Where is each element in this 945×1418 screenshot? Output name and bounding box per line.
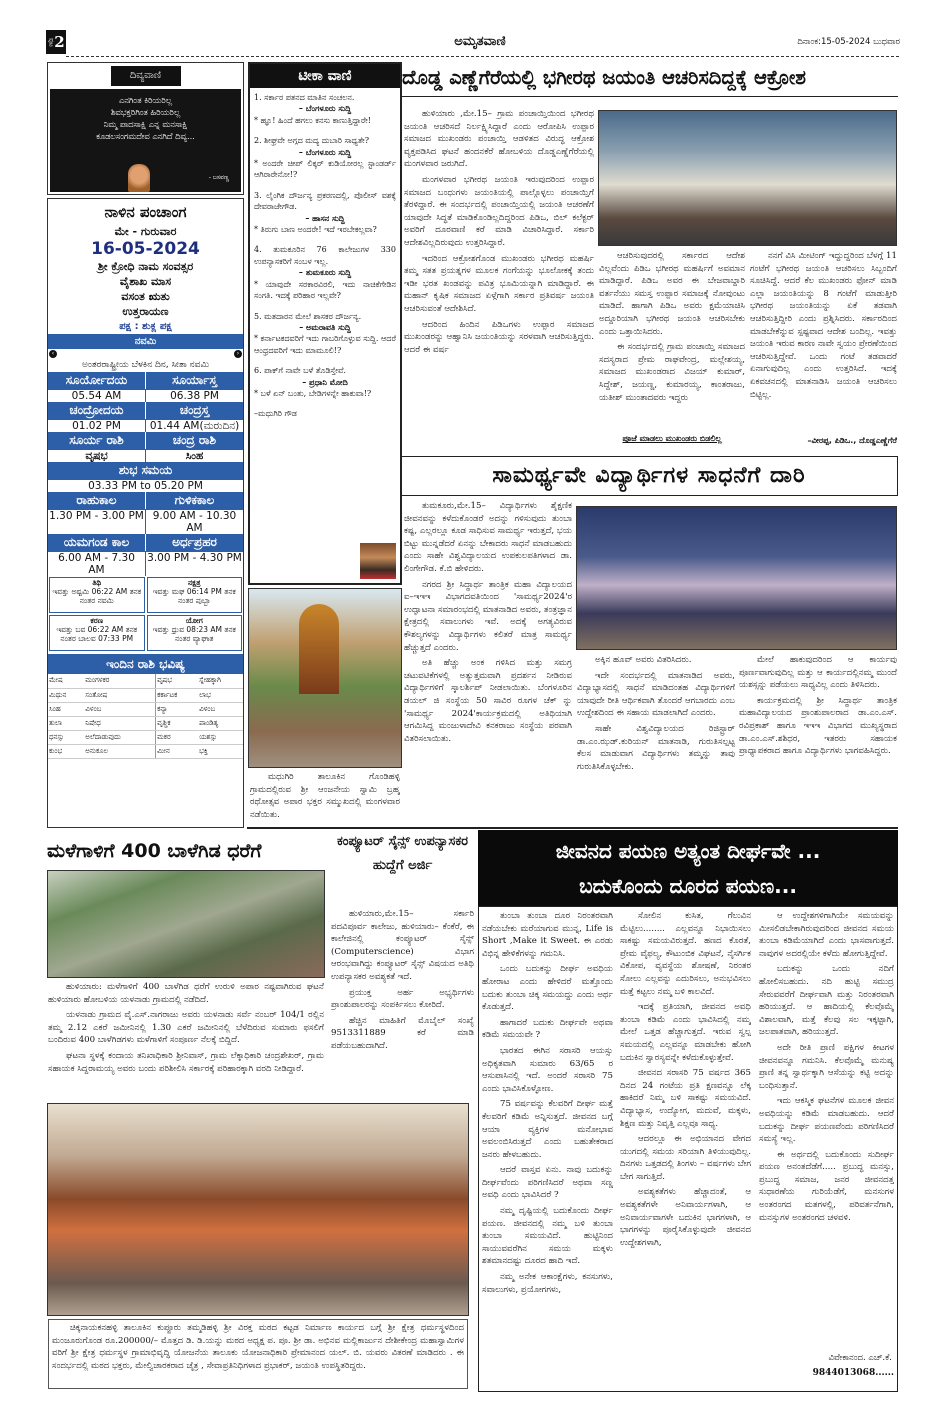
chevron-right-icon[interactable]: › xyxy=(234,350,242,358)
fallen-banana-plants-photo xyxy=(47,870,325,978)
shubha-time: 03.33 PM to 05.20 PM xyxy=(88,480,203,492)
ayana: ಉತ್ತರಾಯಣ xyxy=(122,305,169,318)
yoga-box xyxy=(147,615,243,651)
cell: ಮೀನ xyxy=(156,744,198,758)
cell: ಮಕರ xyxy=(156,730,198,744)
gulika-label: ಗುಳಿಕಕಾಲ xyxy=(145,492,243,509)
paragraph: ಸಾಹೇ ವಿಶ್ವವಿದ್ಯಾಲಯದ ರಿಜಿಸ್ಟ್ರಾರ್ ಡಾ.ಎಂ.ಝಡ್.ಕುರಿಯನ್ ಮಾತನಾಡಿ, ಗುರುತಿಸಲ್ಪಟ್ಟ ಕೆಲಸ ಮಾಡುವಾಗ ವಿದ್ಯಾರ್ಥಿಗಳು ತಮ್ಮನ್ನು ತಾವು ಗುರುತಿಸಿಕೊಳ್ಳಬೇಕು. xyxy=(577,723,735,772)
moonset-time: 01.44 AM(ಮರುದಿನ) xyxy=(145,420,243,432)
tika-author: –ಮಧುಗಿರಿ ಗೌಡ xyxy=(254,409,297,419)
box-value: ಇವತ್ತು ಧ್ರುವ 08:23 AM ತನಕ ನಂತರ ವ್ಯಾಘಾತ xyxy=(152,625,236,643)
cell: ಮಂಗಳಕರ xyxy=(84,674,155,688)
mutt-photo-caption xyxy=(48,1319,468,1389)
chariot-shape xyxy=(299,604,339,694)
article4-body xyxy=(331,908,474,1094)
article5-author: ವಿವೇಕಾನಂದ. ಎಚ್.ಕೆ. xyxy=(828,1353,892,1363)
paragraph: ಇದರಿಂದ ಆಕ್ರೋಶಗೊಂಡ ಮುಖಂಡರು ಭಗೀರಥ ಮಹರ್ಷಿ ತಮ್ಮ ಸತತ ಪ್ರಯತ್ನಗಳ ಮೂಲಕ ಗಂಗೆಯನ್ನು ಭೂಲೋಕಕ್ಕೆ ತಂದು ಇಡೀ ಭರತ ಖಂಡವನ್ನು ಪವಿತ್ರ ಭೂಮಿಯನ್ನಾಗಿ ಮಾಡಿದ್ದಾರೆ. ಈ ಮಹಾನ್ ಕೃಷಿಕ ಸಮಾಜದ ಏಳ್ಗೆಗಾಗಿ ಸರ್ಕಾರ ಪ್ರತಿವರ್ಷ ಜಯಂತಿ ಆಚರಿಸುವಂತೆ ಆದೇಶಿಸಿದೆ. xyxy=(404,253,594,314)
tithi-box xyxy=(49,577,145,613)
ardha-time: 3.00 PM - 4.30 PM xyxy=(145,552,243,576)
paragraph: ನಮ್ಮ ದೃಷ್ಟಿಯಲ್ಲಿ ಬದುಕೊಂದು ದೀರ್ಘ ಪಯಣ. ಜೀವನದಲ್ಲಿ ನಮ್ಮ ಬಳಿ ತುಂಬಾ ತುಂಬಾ ಸಮಯವಿದೆ. ಹುಟ್ಟಿನಿಂದ ಸಾಯುವವರೆಗಿನ ಸಮಯ ಮಕ್ಕಳು ಶತಮಾನದಷ್ಟು ದೂರದ ಹಾದಿ ಇದೆ. xyxy=(482,1206,613,1267)
article1-column-3 xyxy=(750,250,897,436)
article5-headline-line1: ಜೀವನದ ಪಯಣ ಅತ್ಯಂತ ದೀರ್ಘವೇ ... xyxy=(555,839,821,863)
tika-item-comment: * ಯಾವುದೇ ಸರಕಾರವಿರಲಿ, ಇದು ನಾಚಿಕೆಗೇಡಿನ ಸಂಗತಿ. ಇದಕ್ಕೆ ಪರಿಹಾರ ಇಲ್ಲವೇ? xyxy=(254,279,396,301)
paragraph: ಆದರಿಂದ ಹಿಂದಿನ ಪಿಡಿಒಗಳು ಉಪ್ಪಾರ ಸಮಾಜದ ಮುಖಂಡರನ್ನು ಆಹ್ವಾನಿಸಿ ಜಯಂತಿಯನ್ನು ಸರಳವಾಗಿ ಆಚರಿಸುತ್ತಿದ್ದರು. ಆದರೆ ಈ ವರ್ಷ xyxy=(404,319,594,355)
special-day: ಅಂತರರಾಷ್ಟ್ರೀಯ ಬೆಳಕಿನ ದಿನ, ಸೀತಾ ನವಮಿ xyxy=(81,360,210,370)
article2-lamp-lighting-photo xyxy=(576,506,897,650)
paragraph: ಘಟನಾ ಸ್ಥಳಕ್ಕೆ ಕಂದಾಯ ತನಿಖಾಧಿಕಾರಿ ಶ್ರೀನಿವಾಸ್, ಗ್ರಾಮ ಲೆಕ್ಕಾಧಿಕಾರಿ ಚಂದ್ರಶೇಖರ್, ಗ್ರಾಮ ಸಹಾಯಕ ಸಿದ್ದರಾಮಯ್ಯ ಅವರು ಬಂದು ಪರಿಶೀಲಿಸಿ ಸರ್ಕಾರಕ್ಕೆ ಪರಿಹಾರಕ್ಕಾಗಿ ವರದಿ ನೀಡಿದ್ದಾರೆ. xyxy=(48,1050,324,1074)
basavanna-portrait xyxy=(128,164,150,192)
tika-item-headline: 3. ಲೈಂಗಿಕ ದೌರ್ಜನ್ಯ ಪ್ರಕರಣದಲ್ಲಿ, ಪೊಲೀಸ್ ವಶಕ್ಕೆ ದೇವರಾಜೇಗೌಡ. xyxy=(254,190,396,212)
paragraph: ನಮ್ಮ ಅನೇಕ ಆಕಾಂಕ್ಷೆಗಳು, ಕನಸುಗಳು, ಸವಾಲುಗಳು, ಪ್ರಯೋಗಗಳು, xyxy=(482,1272,613,1295)
divyavani-quote-panel xyxy=(50,89,241,192)
tika-item-source: – ಹಾಸನ ಸುದ್ದಿ xyxy=(305,212,345,223)
panchanga-box xyxy=(47,198,244,828)
cell: ಅಲೆದಾಡುವುದು xyxy=(84,730,155,744)
tika-vani-box xyxy=(248,62,402,585)
article2-column-2 xyxy=(577,654,735,822)
paragraph: ಪ್ರಯುಕ್ತ ಅರ್ಹ ಅಭ್ಯರ್ಥಿಗಳು ಪ್ರಾಂಶುಪಾಲರನ್ನು ಸಂಪರ್ಕಿಸಲು ಕೋರಿದೆ. xyxy=(331,987,474,1011)
cell: ಕನ್ಯಾ xyxy=(156,702,198,716)
paragraph: ಬದುಕನ್ನು ಒಂದು ನದಿಗೆ ಹೋಲಿಸಬಹುದು. ನದಿ ಹುಟ್ಟಿ ಸಮುದ್ರ ಸೇರುವವರೆಗೆ ದೀರ್ಘವಾಗಿ ಮತ್ತು ನಿರಂತರವಾಗಿ ಹರಿಯುತ್ತದೆ. ಆ ಹಾದಿಯಲ್ಲಿ ಕೆಲವೊಮ್ಮೆ ವಿಶಾಲವಾಗಿ, ಮತ್ತೆ ಕೆಲವು ಸಲ ಇಕ್ಕಟ್ಟಾಗಿ, ಜಲಪಾತವಾಗಿ, ಹರಿಯುತ್ತದೆ. xyxy=(759,964,894,1038)
mutt-cheque-handover-photo xyxy=(47,1103,469,1316)
paragraph: ಹುಳಿಯಾರು: ಮಳೆಗಾಳಿಗೆ 400 ಬಾಳೆಗಿಡ ಧರೆಗೆ ಉರುಳಿ ಅಪಾರ ನಷ್ಟವಾಗಿರುವ ಘಟನೆ ಹುಳಿಯಾರು ಹೋಬಳಿಯ ಯಳನಾಡು ಗ್ರಾಮದಲ್ಲಿ ನಡೆದಿದೆ. xyxy=(48,982,324,1005)
paragraph: ಹಾಗಾದರೆ ಬದುಕು ದೀರ್ಘವೇ ಅಥವಾ ಕಡಿಮೆ ಸಮಯವೇ ? xyxy=(482,1017,613,1041)
table-row xyxy=(48,716,243,730)
shubha-label: ಶುಭ ಸಮಯ xyxy=(48,462,243,479)
tika-item-source: – ಅಮರಾವತಿ ಸುದ್ದಿ xyxy=(299,321,351,332)
paragraph: ನಗರದ ಶ್ರೀ ಸಿದ್ಧಾರ್ಥ ತಾಂತ್ರಿಕ ಮಹಾ ವಿದ್ಯಾಲಯದ ಐ–ಇಇಇ ವಿಭಾಗದವತಿಯಿಂದ 'ಸಾಮರ್ಥ್ಯ2024'ರ ಉದ್ಘಾಟನಾ ಸಮಾರಂಭದಲ್ಲಿ ಮಾತನಾಡಿದ ಅವರು, ತಂತ್ರಜ್ಞಾನ ಕ್ಷೇತ್ರದಲ್ಲಿ ಸವಾಲುಗಳು ಇವೆ. ಅದಕ್ಕೆ ಅಗತ್ಯವಿರುವ ಕೌಶಲ್ಯಗಳನ್ನು ವಿದ್ಯಾರ್ಥಿಗಳು ಕಲಿತರೆ ಮಾತ್ರ ಸಾಮರ್ಥ್ಯ ಹೆಚ್ಚುತ್ತದೆ ಎಂದರು. xyxy=(404,579,572,653)
article1-group-photo xyxy=(598,110,897,246)
article2-headline: ಸಾಮರ್ಥ್ಯವೇ ವಿದ್ಯಾರ್ಥಿಗಳ ಸಾಧನೆಗೆ ದಾರಿ xyxy=(400,456,898,496)
article5-headline-box xyxy=(478,830,898,906)
panchanga-month-day: ಮೇ - ಗುರುವಾರ xyxy=(114,225,177,238)
chandra-rashi-label: ಚಂದ್ರ ರಾಶಿ xyxy=(145,432,243,449)
yama-label: ಯಮಗಂಡ ಕಾಲ xyxy=(48,534,145,551)
cell: ತುಲಾ xyxy=(48,716,84,730)
cell: ಭಕ್ತಿ xyxy=(198,744,243,758)
table-row xyxy=(48,688,243,702)
header-divider xyxy=(66,56,899,57)
paragraph: ಅವಶ್ಯಕತೆಗಳು ಹೆಚ್ಚಾದಂತೆ, ಆ ಅವಶ್ಯಕತೆಗಳೇ ಅನಿವಾರ್ಯಗಳಾಗಿ, ಆ ಅನಿವಾರ್ಯವಾಗಳೇ ಬದುಕಿನ ಭಾಗಗಳಾಗಿ, ಆ ಭಾಗಗಳನ್ನು ಪೂರೈಸಿಕೊಳ್ಳುವುದೇ ಜೀವನದ ಉದ್ದೇಶಗಳಾಗಿ, xyxy=(620,1187,751,1248)
chariot-festival-photo xyxy=(248,588,402,768)
article1-headline: ದೊಡ್ಡ ಎಣ್ಣೆಗೆರೆಯಲ್ಲಿ ಭಗೀರಥ ಜಯಂತಿ ಆಚರಿಸದಿದ್ದಕ್ಕೆ ಆಕ್ರೋಶ xyxy=(402,66,806,89)
paragraph: ತುಮಕೂರು,ಮೇ.15– ವಿದ್ಯಾರ್ಥಿಗಳು ಶೈಕ್ಷಣಿಕ ಜೀವನವನ್ನು ಕಳೆದುಕೊಂಡರೆ ಅದನ್ನು ಗಳಿಸುವುದು ತುಂಬಾ ಕಷ್ಟ, ಎಲ್ಲರಲ್ಲೂ ಕೂಡ ಸಾಧಿಸುವ ಸಾಮರ್ಥ್ಯ ಇರುತ್ತದೆ, ಭಯ ಬಿಟ್ಟು ಮುನ್ನಡೆದರೆ ಏನನ್ನು ಬೇಕಾದರು ಸಾಧನೆ ಮಾಡಬಹುದು ಎಂದು ಸಾಹೇ ವಿಶ್ವವಿದ್ಯಾಲಯದ ಉಪಕುಲಪತಿಗಳಾದ ಡಾ. ಲಿಂಗೇಗೌಡ. ಕೆ.ಬಿ ಹೇಳಿದರು. xyxy=(404,501,572,574)
tika-item-source: – ಬೆಂಗಳೂರು ಸುದ್ದಿ xyxy=(298,103,352,114)
tithi-banner: ನವಮಿ xyxy=(48,334,243,349)
gulika-time: 9.00 AM - 10.30 AM xyxy=(145,510,243,534)
paragraph: ಅದೇ ರೀತಿ ಪ್ರಾಣಿ ಪಕ್ಷಿಗಳ ಕೀಟಗಳ ಜೀವನವನ್ನೂ ಗಮನಿಸಿ. ಕೆಲವೊಮ್ಮೆ ಮನುಷ್ಯ ಪ್ರಾಣಿ ತನ್ನ ಸ್ವಾರ್ಥಕ್ಕಾಗಿ ಆಸೆಯನ್ನು ಕಟ್ಟಿ ಅದನ್ನು ಬಂಧಿಸುತ್ತಾನೆ. xyxy=(759,1042,894,1091)
article2-column-1 xyxy=(404,500,572,822)
box-title: ತಿಥಿ xyxy=(92,578,102,587)
article5-headline-line2: ಬದುಕೊಂದು ದೂರದ ಪಯಣ... xyxy=(579,874,797,898)
paragraph: ತುಂಬಾ ತುಂಬಾ ದೂರ ನಿರಂತರವಾಗಿ ನಡೆಯಬೇಕು ಮರೆಯಾಗುವ ಮುನ್ನ, Life is Short ,Make it Sweet. ಈ ಎರಡು ವಿಭಿನ್ನ ಹೇಳಿಕೆಗಳನ್ನು ಗಮನಿಸಿ. xyxy=(482,911,613,959)
paragraph: ಅತಿ ಹೆಚ್ಚು ಅಂಕ ಗಳಿಸಿದ ಮತ್ತು ಸಮಗ್ರ ಚಟುವಟಿಕೆಗಳಲ್ಲಿ ಅತ್ಯುತ್ತಮವಾಗಿ ಪ್ರದರ್ಶನ ನೀಡಿರುವ ವಿದ್ಯಾರ್ಥಿಗಳಿಗೆ ಸ್ಕಾಲರ್ಶಿಪ್ ನೀಡಲಾಯಿತು. ಬೆಂಗಳೂರಿನ ಡಯಲ್ ಜಿ ಸಂಸ್ಥೆಯ 50 ಸಾವಿರ ರೂಗಳ ಚೆಕ್ ನ್ನು 'ಸಾಮರ್ಥ್ಯ 2024'ಕಾರ್ಯಕ್ರಮದಲ್ಲಿ ಅತಿಥಿಯಾಗಿ ಆಗಮಿಸಿದ್ದ ಮಂಜುಳಾದೇವಿ ಕನಕರಾಜು ಸಂಸ್ಥೆಯ ಪರವಾಗಿ ವಿತರಿಸಲಾಯಿತು. xyxy=(404,658,572,744)
masa: ವೈಶಾಖ ಮಾಸ xyxy=(119,275,172,288)
divyavani-box xyxy=(47,62,244,195)
paragraph: ಆದರೆ ವಾಸ್ತವ ಏನು. ನಾವು ಬದುಕನ್ನು ದೀರ್ಘವೆಂದು ಪರಿಗಣಿಸಿದರೆ ಅಥವಾ ಸಣ್ಣ ಅವಧಿ ಎಂದು ಭಾವಿಸಿದರೆ ? xyxy=(482,1165,613,1201)
paragraph: ಆದರಲ್ಲೂ ಈ ಅಭಿಯಾನದ ವೇಗದ ಯುಗದಲ್ಲಿ ಸಮಯ ಸರಿಯಾಗಿ ತಿಳಿಯುವುದಿಲ್ಲ. ದಿನಗಳು ಒತ್ತಡದಲ್ಲಿ ತಿಂಗಳು – ವರ್ಷಗಳು ಬೇಗ ಬೇಗ ಸಾಗುತ್ತಿದೆ. xyxy=(620,1134,751,1182)
cell: ವಿಳಂಬ xyxy=(84,702,155,716)
author-photo xyxy=(360,543,396,579)
paragraph: ಸೋಲಿನ ಕುಸಿತ, ಗೆಲುವಿನ ಮೆಟ್ಟಿಲು........ ಎಲ್ಲವನ್ನೂ ನಿಭಾಯಿಸಲು ಸಾಕಷ್ಟು ಸಮಯವಿರುತ್ತದೆ. ಹಣದ ಕೊರತೆ, ಪ್ರೇಮ ವೈಫಲ್ಯ, ಕೌಟುಂಬಿಕ ವಿಘಟನೆ, ನೈಸರ್ಗಿಕ ವಿಕೋಪ, ವ್ಯವಸ್ಥೆಯ ಶೋಷಣೆ, ನಿರಂತರ ಸೋಲು ಎಲ್ಲವನ್ನು ಎದುರಿಸಲು, ಅನುಭವಿಸಲು ಮತ್ತೆ ಕಟ್ಟಲು ನಮ್ಮ ಬಳಿ ಕಾಲವಿದೆ. xyxy=(620,911,751,997)
article1-column-1 xyxy=(404,108,594,448)
article4-headline: ಕಂಪ್ಯೂಟರ್ ಸೈನ್ಸ್ ಉಪನ್ಯಾಸಕರ ಹುದ್ದೆಗೆ ಅರ್ಜಿ xyxy=(336,834,469,873)
surya-rashi: ವೃಷಭ xyxy=(85,450,108,462)
page-number: 2 xyxy=(54,33,65,51)
table-row xyxy=(48,702,243,716)
paragraph: ಹುಳಿಯಾರು,ಮೇ.15– ಸರ್ಕಾರಿ ಪದವಿಪೂರ್ವ ಕಾಲೇಜು, ಹುಳಿಯಾರು– ಕೆಂಕೆರೆ, ಈ ಕಾಲೇಜಿನಲ್ಲಿ ಕಂಪ್ಯೂಟರ್ ಸೈನ್ಸ್ (Computerscience) ವಿಭಾಗ ಆರಂಭವಾಗಿದ್ದು ಕಂಪ್ಯೂಟರ್ ಸೈನ್ಸ್ ವಿಷಯದ ಅತಿಥಿ ಉಪನ್ಯಾಸಕರ ಅವಶ್ಯಕತೆ ಇದೆ. xyxy=(331,909,474,982)
paragraph: ಜೀವನದ ಸರಾಸರಿ 75 ವರ್ಷದ 365 ದಿನದ 24 ಗಂಟೆಯ ಪ್ರತಿ ಕ್ಷಣವನ್ನೂ ಲೆಕ್ಕ ಹಾಕಿದರೆ ನಿಮ್ಮ ಬಳಿ ಸಾಕಷ್ಟು ಸಮಯವಿದೆ. ವಿದ್ಯಾಭ್ಯಾಸ, ಉದ್ಯೋಗ, ಮದುವೆ, ಮಕ್ಕಳು, ಶಿಕ್ಷಣ ಮತ್ತು ನಿವೃತ್ತಿ ಎಲ್ಲವೂ ಸಾಧ್ಯ. xyxy=(620,1068,751,1129)
tika-item-headline: 5. ಮತದಾರನ ಮೇಲೆ ಶಾಸಕರ ದೌರ್ಜನ್ಯ. xyxy=(254,311,362,321)
paragraph: ಇದಕ್ಕೆ ಪ್ರತಿಯಾಗಿ, ಜೀವನದ ಅವಧಿ ತುಂಬಾ ಕಡಿಮೆ ಎಂದು ಭಾವಿಸಿದಲ್ಲಿ ನಮ್ಮ ಮೇಲೆ ಒತ್ತಡ ಹೆಚ್ಚಾಗುತ್ತದೆ. ಇರುವ ಸ್ವಲ್ಪ ಸಮಯದಲ್ಲಿ ಎಲ್ಲವನ್ನೂ ಮಾಡಬೇಕು ಹೋಗಿ ಬದುಕಿನ ಸ್ವಾರಸ್ಯವನ್ನೇ ಕಳೆದುಕೊಳ್ಳುತ್ತೇವೆ. xyxy=(620,1002,751,1063)
article1-column-2 xyxy=(599,250,745,430)
paragraph: ಅಕ್ಕಿನ ಹೂವ್ ಅವರು ವಿತರಿಸಿದರು. xyxy=(595,655,692,665)
tika-item-headline: 6. ಪಾಕ್‌ಗೆ ನಾವೇ ಬಳೆ ತೊಡಿಸ್ತೇವೆ. xyxy=(254,366,346,376)
paragraph: ಒಂದು ಬದುಕನ್ನು ದೀರ್ಘ ಅವಧಿಯ ಹೋರಾಟ ಎಂದು ಹೇಳಿದರೆ ಮತ್ತೊಂದು ಬದುಕು ತುಂಬಾ ಚಿಕ್ಕ ಸಮಯದ್ದು ಎಂದು ಅರ್ಥ ಕೊಡುತ್ತದೆ. xyxy=(482,964,613,1013)
paragraph: ಮಂಗಳವಾರ ಭಗೀರಥ ಜಯಂತಿ ಇರುವುದರಿಂದ ಉಪ್ಪಾರ ಸಮಾಜದ ಬಂಧುಗಳು ಜಯಂತಿಯಲ್ಲಿ ಪಾಲ್ಗೊಳ್ಳಲು ಪಂಚಾಯ್ತಿಗೆ ತೆರಳಿದ್ದಾರೆ. ಈ ಸಂದರ್ಭದಲ್ಲಿ ಪಂಚಾಯ್ತಿಯಲ್ಲಿ ಜಯಂತಿ ಆಚರಣೆಗೆ ಯಾವುದೇ ಸಿದ್ಧತೆ ಮಾಡಿಕೊಂಡಿಲ್ಲದಿದ್ದರಿಂದ ಪಿಡಿಒ, ಬಿಲ್ ಕಲೆಕ್ಟರ್ ಅವರಿಗೆ ದೂರವಾಣಿ ಕರೆ ಮಾಡಿ ವಿಚಾರಿಸಿದ್ದಾರೆ. ಸರ್ಕಾರಿ ಆದೇಶವಿಲ್ಲದಿರುವುದು ಉತ್ತರಿಸಿದ್ದಾರೆ. xyxy=(404,174,594,248)
quote-line: ಶಿವಭಕ್ತರಿಗಿಂತ ಹಿರಿಯರಿಲ್ಲ xyxy=(110,107,181,117)
sunset-label: ಸೂರ್ಯಾಸ್ತ xyxy=(145,372,243,389)
paragraph: ಈ ಅರ್ಥದಲ್ಲಿ ಬದುಕೊಂದು ಸುದೀರ್ಘ ಪಯಣ ಅನಂತದೆಡೆಗೆ..... ಪ್ರಬುದ್ಧ ಮನಸ್ಸು, ಪ್ರಬುದ್ಧ ಸಮಾಜ, ಜನರ ಜೀವನದತ್ತ ಸುಧಾರಣೆಯ ಗುರಿಯೆಡೆಗೆ, ಮನಸುಗಳ ಅಂತರಂಗದ ಮತಗಳಲ್ಲಿ, ಪರಿವರ್ತನೆಗಾಗಿ, ಮನಸ್ಸುಗಳ ಅಂತರಂಗದ ಚಳವಳಿ. xyxy=(759,1149,894,1223)
article5-phone: 9844013068...... xyxy=(812,1368,894,1378)
box-title: ಯೋಗ xyxy=(185,616,203,625)
cell: ವೃಷಭ xyxy=(156,674,198,688)
moonset-label: ಚಂದ್ರಸ್ತ xyxy=(145,402,243,419)
table-row xyxy=(48,744,243,758)
moonrise-label: ಚಂದ್ರೋದಯ xyxy=(48,402,145,419)
carousel-arrows xyxy=(48,349,243,359)
article1-subhead: ಪೂಜೆ ಮಾಡಲು ಮುಖಂಡರು ಬಿಡಲಿಲ್ಲ xyxy=(622,434,722,443)
section-divider xyxy=(247,827,898,829)
paragraph: ಹೆಚ್ಚಿನ ಮಾಹಿತಿಗೆ ಮೊಬೈಲ್ ಸಂಖ್ಯೆ 9513311889 ಕರೆ ಮಾಡಿ ಪಡೆಯಬಹುದಾಗಿದೆ. xyxy=(331,1015,474,1051)
cell: ಲಾಭ xyxy=(198,688,243,702)
panchanga-date: 16-05-2024 xyxy=(91,239,200,259)
yama-time: 6.00 AM - 7.30 AM xyxy=(58,552,135,576)
rashi-title: ಇಂದಿನ ರಾಶಿ ಭವಿಷ್ಯ xyxy=(48,654,243,674)
paragraph: ಇದು ಆಕಸ್ಮಿಕ ಘಟನೆಗಳ ಮೂಲಕ ಜೀವನ ಅವಧಿಯನ್ನು ಕಡಿಮೆ ಮಾಡಬಹುದು. ಆದರೆ ಬದುಕನ್ನು ದೀರ್ಘ ಪಯಣವೆಂದು ಪರಿಗಣಿಸಿದರೆ ಸಮಸ್ಯೆ ಇಲ್ಲ. xyxy=(759,1096,894,1145)
paragraph: ಮೇಲೆ ಹಾಕುವುದರಿಂದ ಆ ಕಾರ್ಯವು ಪೂರ್ಣವಾಗುವುದಿಲ್ಲ ಮತ್ತು ಆ ಕಾರ್ಯದಲ್ಲಿನಮ್ಮ ಮುಂದೆ ಯಶಸ್ಸನ್ನು ಪಡೆಯಲು ಸಾಧ್ಯವಿಲ್ಲ ಎಂದು ತಿಳಿಸಿದರು. xyxy=(739,655,897,691)
cell: ಧನಸ್ಸು xyxy=(48,730,84,744)
paragraph: ಆಚರಿಸುವುದರಲ್ಲಿ ಸರ್ಕಾರದ ಆದೇಶ ವಿಲ್ಲವೆಂದು ಪಿಡಿಒ ಭಗೀರಥ ಮಹರ್ಷಿಗೆ ಅವಮಾನ ಮಾಡಿದ್ದಾರೆ. ಪಿಡಿಒ ಅವರ ಈ ಬೇಜವಾಬ್ದಾರಿ ವರ್ತನೆಯು ಸಮಸ್ತ ಉಪ್ಪಾರ ಸಮಾಜಕ್ಕೆ ನೋವುಂಟು ಮಾಡಿದೆ. ಹಾಗಾಗಿ ಪಿಡಿಒ ಅವರು ಕ್ಷಮೆಯಾಚಿಸಿ ಅದ್ದೂರಿಯಾಗಿ ಭಗೀರಥ ಜಯಂತಿ ಆಚರಿಸಬೇಕು ಎಂದು ಒತ್ತಾಯಿಸಿದರು. xyxy=(599,251,745,337)
page-number-badge xyxy=(46,30,66,54)
article3-headline: ಮಳೆಗಾಳಿಗೆ 400 ಬಾಳೆಗಿಡ ಧರೆಗೆ xyxy=(47,840,262,862)
article5-column-2 xyxy=(620,910,751,1388)
box-title: ನಕ್ಷತ್ರ xyxy=(187,578,201,587)
divider xyxy=(400,96,898,97)
rahu-time: 1.30 PM - 3.00 PM xyxy=(49,510,144,522)
quote-line: ಕೂಡಲಸಂಗಮದೇವ ಎನಗಿದೆ ದಿವ್ಯ... xyxy=(96,131,195,141)
quote-line: ನಿಮ್ಮ ಪಾದಸಾಕ್ಷಿ ಎನ್ನ ಮನಸಾಕ್ಷಿ xyxy=(103,119,188,129)
box-value: ಇವತ್ತು ಅಷ್ಟಮಿ 06:22 AM ತನಕ ನಂತರ ನವಮಿ xyxy=(52,587,142,605)
paragraph: ನನಗೆ ವಿಸಿ ಮೀಟಿಂಗ್ ಇದ್ದುದ್ದರಿಂದ ಬೆಳಗ್ಗೆ 11 ಗಂಟೆಗೆ ಭಗೀರಥ ಜಯಂತಿ ಆಚರಿಸಲು ಸಿಬ್ಬಂದಿಗೆ ಸೂಚಿಸಿದ್ದೆ. ಆದರೆ ಕೆಲ ಮುಖಂಡರು ಫೋನ್ ಮಾಡಿ ಎಲ್ಲಾ ಜಯಂತಿಯನ್ನು 8 ಗಂಟೆಗೆ ಮಾಡುತ್ತೀರಿ ಭಗೀರಥ ಜಯಂತಿಯನ್ನು ಏಕೆ ತಡವಾಗಿ ಆಚರಿಸುತ್ತಿದ್ದೀರಿ ಎಂದು ಪ್ರಶ್ನಿಸಿದರು. ಸರ್ಕಾರದಿಂದ ಮಾಡಬೇಕೆನ್ನುವ ಸ್ಪಷ್ಟವಾದ ಆದೇಶ ಬಂದಿಲ್ಲ. ಇವತ್ತು ಜಯಂತಿ ಇರುವ ಕಾರಣ ನಾವೇ ಸ್ವಯಂ ಪ್ರೇರಣೆಯಿಂದ ಆಚರಿಸುತ್ತಿದ್ದೇವೆ. ಒಂದು ಗಂಟೆ ತಡವಾದರೆ ಏನಾಗುವುದಿಲ್ಲ ಎಂದು ಉತ್ತರಿಸಿದೆ. ಇದಕ್ಕೆ ಏಕವಚನದಲ್ಲಿ ಮಾತನಾಡಿಸಿ ಜಯಂತಿ ಆಚರಿಸಲು ಬಿಟ್ಟಿಲ್ಲ. xyxy=(750,251,897,400)
page-label: ಪುಟ xyxy=(47,37,55,47)
table-row xyxy=(48,674,243,688)
nakshatra-box xyxy=(147,577,243,613)
tika-item-comment: * ಹ್ಞೂ! ಹಿಂದೆ ಹಗಲು ಕನಸು ಕಾಣುತ್ತಿದ್ದಾರೇ! xyxy=(254,115,372,125)
tika-item-headline: 1. ಸರ್ಕಾರ ಪತನದ ಮಾತಿನ ಸಂಚಲನ. xyxy=(254,93,355,102)
box-value: ಇವತ್ತು ಬವ 06:22 AM ತನಕ ನಂತರ ಬಾಲವ 07:33 PM xyxy=(56,625,138,643)
cell: ಯಶಸ್ಸು xyxy=(198,730,243,744)
ardha-label: ಅರ್ಧಪ್ರಹರ xyxy=(145,534,243,551)
cell: ಪಾಂಡಿತ್ಯ xyxy=(198,716,243,730)
paragraph: ಇದೇ ಸಂದರ್ಭದಲ್ಲಿ ಮಾತನಾಡಿದ ಅವರು, ವಿದ್ಯಾಭ್ಯಾಸದಲ್ಲಿ ಸಾಧನೆ ಮಾಡಿದಂತಹ ವಿದ್ಯಾರ್ಥಿಗಳಿಗೆ ಯಾವುದೇ ರೀತಿ ಆರ್ಥಿಕವಾಗಿ ತೊಂದರೆ ಆಗಬಾರದು ಎಂಬ ಉದ್ದೇಶದಿಂದ ಈ ಸಹಾಯ ಮಾಡಲಾಗಿದೆ ಎಂದರು. xyxy=(577,670,735,719)
article2-column-3 xyxy=(739,654,897,822)
tika-vani-content xyxy=(250,88,400,433)
paragraph: ಆ ಉದ್ದೇಶಗಳಿಗಾಗಿಯೇ ಸಮಯವನ್ನು ಮೀಸಲಿಡಬೇಕಾಗಿರುವುದರಿಂದ ಜೀವನದ ಸಮಯ ತುಂಬಾ ಕಡಿಮೆಯಾಗಿದೆ ಎಂದು ಭಾಸವಾಗುತ್ತದೆ. ನಾವುಗಳ ಅದರಲ್ಲಿಯೇ ಕಳೆದು ಹೋಗುತ್ತಿದ್ದೇವೆ. xyxy=(759,911,894,959)
tika-item-comment: * ಅಂದರೇ ಚೀಪ್ ಲಿಕ್ಕರ್ ಕುಡಿಯೋರಲ್ಲ ಸ್ಟಾಂಡರ್ಡ್ ಆಗಿರಾರೇನೋ!? xyxy=(254,159,396,180)
divyavani-title: ದಿವ್ಯವಾಣಿ xyxy=(111,66,181,86)
tika-item-comment: * ಬಳೆ ಏನ್ ಬಂತು, ಬೇಡಿಗಳನ್ನೇ ಹಾಕುವಾ!? xyxy=(254,388,372,398)
chariot-caption xyxy=(250,771,400,823)
rashi-table xyxy=(48,674,243,759)
samvatsara: ಶ್ರೀ ಕ್ರೋಧಿ ನಾಮ ಸಂವತ್ಸರ xyxy=(97,260,194,273)
paragraph: ಕಾರ್ಯಕ್ರಮದಲ್ಲಿ ಶ್ರೀ ಸಿದ್ಧಾರ್ಥ ತಾಂತ್ರಿಕ ಮಹಾವಿದ್ಯಾಲಯದ ಪ್ರಾಂಶುಪಾಲರಾದ ಡಾ.ಎಂ.ಎಸ್. ರವಿಪ್ರಕಾಶ್ ಹಾಗೂ ಇಇಇ ವಿಭಾಗದ ಮುಖ್ಯಸ್ಥರಾದ ಡಾ.ಎಂ.ಎಸ್.ಶಶಿಧರ, ಇತರರು ಸಹಾಯಕ ಪ್ರಾಧ್ಯಾಪಕರಾದ ಹಾಗೂ ವಿದ್ಯಾರ್ಥಿಗಳು ಭಾಗವಹಿಸಿದ್ದರು. xyxy=(739,695,897,757)
chevron-left-icon[interactable]: ‹ xyxy=(49,350,57,358)
caption-text: ಮಧುಗಿರಿ ತಾಲೂಕಿನ ಗೊಂಡಿಹಳ್ಳಿ ಗ್ರಾಮದಲ್ಲಿರುವ ಶ್ರೀ ಆಂಜನೇಯ ಸ್ವಾಮಿ ಬ್ರಹ್ಮ ರಥೋತ್ಸವ ಅಪಾರ ಭಕ್ತರ ಸಮ್ಮುಖದಲ್ಲಿ ಮಂಗಳವಾರ ನಡೆಯಿತು. xyxy=(250,772,400,820)
cell: ಮೇಷ xyxy=(48,674,84,688)
box-title: ಕರಣ xyxy=(90,616,104,625)
quote-line: ಎನಗಿಂತ ಕಿರಿಯರಿಲ್ಲ xyxy=(118,95,173,105)
paragraph: ಭಾರತದ ಈಗಿನ ಸರಾಸರಿ ಆಯಸ್ಸು ಅಧಿಕೃತವಾಗಿ ಸುಮಾರು 63/65 ರ ಆಸುಪಾಸಿನಲ್ಲಿ ಇದೆ. ಅಂದರೆ ಸರಾಸರಿ 75 ಎಂದು ಭಾವಿಸಿಕೊಳ್ಳೋಣ. xyxy=(482,1045,613,1094)
cell: ಅನುಕೂಲ xyxy=(84,744,155,758)
cell: ನಿಷೇಧ xyxy=(84,716,155,730)
cell: ಸಂತೋಷ xyxy=(84,688,155,702)
panchanga-title: ನಾಳಿನ ಪಂಚಾಂಗ xyxy=(104,203,187,221)
tika-item-headline: 4. ತುಮಕೂರಿನ 76 ಕಾಲೇಜುಗಳ 330 ಉಪನ್ಯಾಸಕರಿಗೆ ಸಂಬಳ ಇಲ್ಲ. xyxy=(254,245,396,266)
cell: ವಿಳಂಬ xyxy=(198,702,243,716)
cell: ಸ್ನೇಹಕ್ಕಾಗಿ xyxy=(198,674,243,688)
tika-item-comment: * ಕರ್ನಾಟಕದವರಿಗೆ ಇದು ಗಾಬರಿಗೊಳ್ಳುವ ಸುದ್ದಿ. ಆದರೆ ಆಂಧ್ರದವರಿಗೆ ಇದು ಮಾಮೂಲಿ!? xyxy=(254,334,396,355)
sunrise-label: ಸೂರ್ಯೋದಯ xyxy=(48,372,145,389)
quote-author: - ಬಸವಣ್ಣ xyxy=(208,174,229,181)
cell: ಮಿಥುನ xyxy=(48,688,84,702)
paragraph: ಹುಳಿಯಾರು ,ಮೇ.15– ಗ್ರಾಮ ಪಂಚಾಯ್ತಿಯಿಂದ ಭಗೀರಥ ಜಯಂತಿ ಆಚರಿಸದೆ ನಿರ್ಲಕ್ಷ್ಯಿಸಿದ್ದಾರೆ ಎಂದು ಆರೋಪಿಸಿ ಉಪ್ಪಾರ ಸಮಾಜದ ಮುಖಂಡರು ಪಂಚಾಯ್ತಿ ಆಡಳಿತದ ವಿರುದ್ಧ ಆಕ್ರೋಶ ವ್ಯಕ್ತಪಡಿಸಿದ ಘಟನೆ ಹಂದನಕೆರೆ ಹೋಬಳಿಯ ದೊಡ್ಡಎಣ್ಣೆಗೆರೆಯಲ್ಲಿ ಮಂಗಳವಾರ ಜರುಗಿದೆ. xyxy=(404,109,594,170)
table-row xyxy=(48,730,243,744)
tika-vani-title: ಟೀಕಾ ವಾಣಿ xyxy=(250,64,400,88)
karana-box xyxy=(49,615,145,651)
cell: ಕರ್ಕಾಟಕ xyxy=(156,688,198,702)
tika-item-source: – ಬೆಂಗಳೂರು ಸುದ್ದಿ xyxy=(298,146,352,157)
rahu-label: ರಾಹುಕಾಲ xyxy=(48,492,145,509)
article5-column-1 xyxy=(482,910,613,1388)
cell: ಸಿಂಹ xyxy=(48,702,84,716)
tika-item-comment: * ತಿರುಗು ಬಾಣ ಅಂದರೇ! ಇದೆ ಇರಬೇಕಲ್ಲವಾ? xyxy=(254,225,377,235)
ritu: ವಸಂತ ಋತು xyxy=(121,290,170,303)
paper-name: ಅಮೃತವಾಣಿ xyxy=(454,34,506,49)
chandra-rashi: ಸಿಂಹ xyxy=(145,450,243,462)
article1-signoff: –ವೀರಪ್ಪ, ಪಿಡಿಒ., ದೊಡ್ಡಎಣ್ಣೆಗೆರೆ xyxy=(807,436,897,445)
caption-text: ಚಿಕ್ಕನಾಯಕನಹಳ್ಳಿ ತಾಲೂಕಿನ ಕುಪ್ಪೂರು ತಮ್ಮಡಿಹಳ್ಳಿ ಶ್ರೀ ವಿರಕ್ತ ಮಠದ ಕಟ್ಟಡ ನಿರ್ಮಾಣ ಕಾರ್ಯದ ಬಗ್ಗೆ ಶ್ರೀ ಕ್ಷೇತ್ರ ಧರ್ಮಸ್ಥಳದಿಂದ ಮಂಜೂರುಗೊಂಡ ರೂ.200000/– ಮೊತ್ತದ ಡಿ. ಡಿ.ಯನ್ನು ಮಠದ ಅಧ್ಯಕ್ಷ ಪ. ಪೂ. ಶ್ರೀ ಡಾ. ಅಭಿನವ ಮಲ್ಲಿಕಾರ್ಜುನ ದೇಶೀಕೇಂದ್ರ ಮಹಾಸ್ವಾಮಿಗಳ ವರಿಗೆ ಶ್ರೀ ಕ್ಷೇತ್ರ ಧರ್ಮಸ್ಥಳ ಗ್ರಾಮಾಭಿವೃದ್ಧಿ ಯೋಜನೆಯ ತಾಲೂಕು ಯೋಜನಾಧಿಕಾರಿ ಪ್ರೇಮಾನಂದ ಯಲ್. ಬಿ. ಯವರು ವಿತರಣೆ ಮಾಡಿದರು . ಈ ಸಂದರ್ಭದಲ್ಲಿ ಮಠದ ಭಕ್ತರು, ಮೇಲ್ವಿಚಾರಕರಾದ ಚೈತ್ರ , ಸೇವಾಪ್ರತಿನಿಧಿಗಳಾದ ಪ್ರಭಾಕರ್, ಜಯಂತಿ ಉಪಸ್ಥಿತರಿದ್ದರು. xyxy=(52,1323,464,1371)
article3-body xyxy=(48,981,324,1093)
moonrise-time: 01.02 PM xyxy=(72,420,121,432)
sunrise-time: 05.54 AM xyxy=(71,390,122,402)
sunset-time: 06.38 PM xyxy=(145,390,243,402)
box-value: ಇವತ್ತು ಮಘ 06:14 PM ತನಕ ನಂತರ ಪುಬ್ಬಾ xyxy=(152,587,236,605)
paragraph: ಈ ಸಂದರ್ಭದಲ್ಲಿ ಗ್ರಾಮ ಪಂಚಾಯ್ತಿ ಸಮಾಜದ ಸದಸ್ಯರಾದ ಪ್ರೇಮ ರಾಘವೇಂದ್ರ, ಮಲ್ಲೇಶಯ್ಯ, ಸಮಾಜದ ಮುಖಂಡರಾದ ವಿಜಯ್ ಕುಮಾರ್, ಸಿದ್ದೇಶ್, ಜಯಣ್ಣ, ಕುಮಾರಯ್ಯ, ಕಾಂತರಾಜು, ಯತೀಶ್ ಮುಂತಾದವರು ಇದ್ದರು xyxy=(599,342,745,403)
paragraph: ಯಳನಾಡು ಗ್ರಾಮದ ವೈ.ಎಸ್.ನಾಗರಾಜು ಅವರು ಯಳನಾಡು ಸರ್ವೆ ನಂಬರ್ 104/1 ರಲ್ಲಿನ ತಮ್ಮ 2.12 ಎಕರೆ ಜಮೀನಿನಲ್ಲಿ 1.30 ಎಕರೆ ಜಮೀನಿನಲ್ಲಿ ಬೆಳೆದಿರುವ ಸುಮಾರು ಫಸಲಿಗೆ ಬಂದಿರುವ 400 ಬಾಳೆಗಿಡಗಳು ಮಳೆಗಾಳಿಗೆ ಸಂಪೂರ್ಣ ನೆಲಕ್ಕೆ ಬಿದ್ದಿದೆ. xyxy=(48,1010,324,1046)
paksha: ಪಕ್ಷ : ಶುಕ್ಲ ಪಕ್ಷ xyxy=(119,321,172,332)
cell: ಕುಂಭ xyxy=(48,744,84,758)
cell: ವೃಶ್ಚಿಕ xyxy=(156,716,198,730)
surya-rashi-label: ಸೂರ್ಯ ರಾಶಿ xyxy=(48,432,145,449)
paragraph: 75 ವರ್ಷವನ್ನು ಕೆಲವರಿಗೆ ದೀರ್ಘ ಮತ್ತೆ ಕೆಲವರಿಗೆ ಕಡಿಮೆ ಅನ್ನಿಸುತ್ತದೆ. ಜೀವನದ ಬಗ್ಗೆ ಆಯಾ ವ್ಯಕ್ತಿಗಳ ಮನೋಭಾವ ಅವಲಂಬಿಸಿರುತ್ತದೆ ಎಂದು ಬಹುತೇಕರಾದ ಜನರು ಹೇಳಬಹುದು. xyxy=(482,1099,613,1160)
article5-column-3 xyxy=(759,910,894,1350)
tika-item-headline: 2. ಶೀಘ್ರವೇ ಅಗ್ಗದ ಮದ್ಯ ದುಬಾರಿ ಸಾಧ್ಯತೇ? xyxy=(254,136,369,146)
tika-item-source: – ತುಮಕೂರು ಸುದ್ದಿ xyxy=(298,267,352,278)
issue-date: ದಿನಾಂಕ:15-05-2024 ಬುಧವಾರ xyxy=(797,37,900,47)
tika-item-source: – ಪ್ರಧಾನಿ ಮೋದಿ xyxy=(302,376,348,387)
